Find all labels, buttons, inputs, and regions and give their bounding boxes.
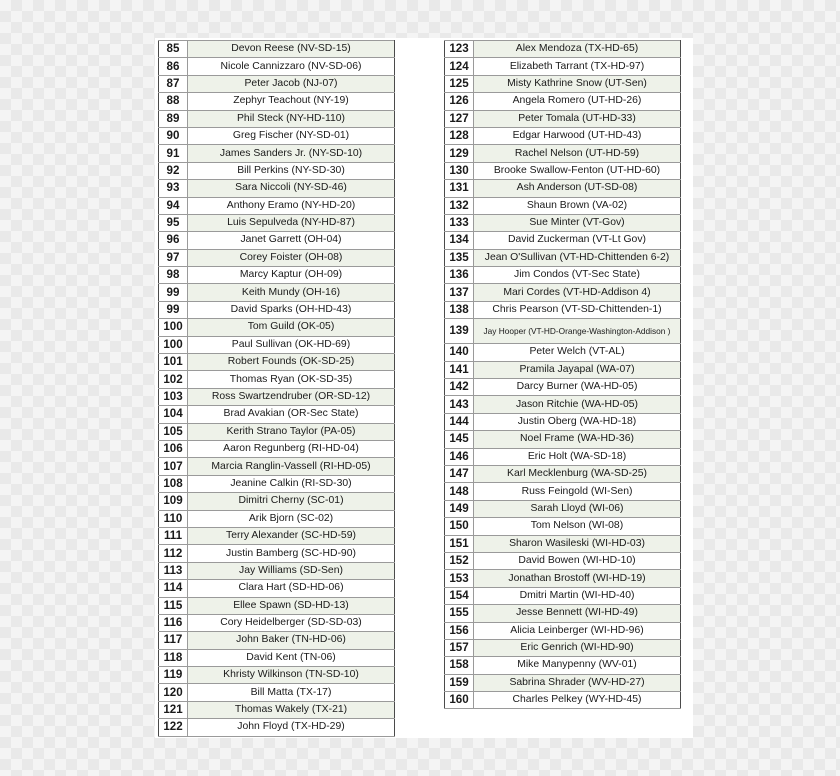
row-number: 112 [159,545,188,562]
candidate-name: John Baker (TN-HD-06) [188,632,395,649]
candidate-name: Jean O'Sullivan (VT-HD-Chittenden 6-2) [474,249,681,266]
candidate-name: Jonathan Brostoff (WI-HD-19) [474,570,681,587]
candidate-name: Thomas Ryan (OK-SD-35) [188,371,395,388]
candidate-name: Cory Heidelberger (SD-SD-03) [188,614,395,631]
candidate-name: Marcia Ranglin-Vassell (RI-HD-05) [188,458,395,475]
row-number: 150 [445,518,474,535]
table-row [445,639,681,656]
candidate-name: Jim Condos (VT-Sec State) [474,267,681,284]
row-number: 126 [445,93,474,110]
row-number: 151 [445,535,474,552]
table-row [445,483,681,500]
table-row [445,110,681,127]
row-number: 96 [159,232,188,249]
row-number: 131 [445,180,474,197]
row-number: 153 [445,570,474,587]
table-row [445,431,681,448]
table-row [445,605,681,622]
candidate-name: Karl Mecklenburg (WA-SD-25) [474,465,681,482]
row-number: 109 [159,493,188,510]
row-number: 160 [445,692,474,709]
candidate-name: Greg Fischer (NY-SD-01) [188,127,395,144]
table-row [159,267,395,284]
table-row [445,319,681,344]
row-number: 85 [159,41,188,58]
candidate-name: Jay Hooper (VT-HD-Orange-Washington-Addison ) [474,319,681,344]
table-row [445,145,681,162]
row-number: 139 [445,319,474,344]
candidate-name: Peter Welch (VT-AL) [474,344,681,361]
table-row [445,570,681,587]
candidate-name: Jason Ritchie (WA-HD-05) [474,396,681,413]
table-row [445,396,681,413]
row-number: 141 [445,361,474,378]
table-row [159,145,395,162]
row-number: 118 [159,649,188,666]
table-row [445,214,681,231]
table-row [159,719,395,736]
table-row [159,580,395,597]
table-row [445,344,681,361]
table-row [445,180,681,197]
candidate-name: Justin Bamberg (SC-HD-90) [188,545,395,562]
candidate-name: Ash Anderson (UT-SD-08) [474,180,681,197]
row-number: 88 [159,93,188,110]
table-row [445,413,681,430]
table-row [445,162,681,179]
table-row [445,587,681,604]
row-number: 132 [445,197,474,214]
candidate-name: Paul Sullivan (OK-HD-69) [188,336,395,353]
table-row [159,458,395,475]
table-row [445,75,681,92]
row-number: 136 [445,267,474,284]
table-row [445,518,681,535]
candidate-name: Sabrina Shrader (WV-HD-27) [474,674,681,691]
candidate-name: Marcy Kaptur (OH-09) [188,267,395,284]
candidate-name: Jeanine Calkin (RI-SD-30) [188,475,395,492]
table-row [159,301,395,318]
row-number: 100 [159,336,188,353]
row-number: 143 [445,396,474,413]
row-number: 110 [159,510,188,527]
row-number: 91 [159,145,188,162]
table-row [159,58,395,75]
candidate-name: Noel Frame (WA-HD-36) [474,431,681,448]
candidate-name: Darcy Burner (WA-HD-05) [474,379,681,396]
table-row [445,267,681,284]
candidate-name: Janet Garrett (OH-04) [188,232,395,249]
candidate-name: Sharon Wasileski (WI-HD-03) [474,535,681,552]
row-number: 104 [159,406,188,423]
row-number: 134 [445,232,474,249]
candidate-name: Bill Matta (TX-17) [188,684,395,701]
candidate-name: Luis Sepulveda (NY-HD-87) [188,214,395,231]
table-row [159,214,395,231]
row-number: 90 [159,127,188,144]
candidate-name: Devon Reese (NV-SD-15) [188,41,395,58]
candidate-name: Chris Pearson (VT-SD-Chittenden-1) [474,301,681,318]
candidate-name: Angela Romero (UT-HD-26) [474,93,681,110]
row-number: 99 [159,284,188,301]
row-number: 154 [445,587,474,604]
candidate-name: John Floyd (TX-HD-29) [188,719,395,736]
table-row [159,197,395,214]
table-row [159,249,395,266]
table-row [159,562,395,579]
candidate-name: Russ Feingold (WI-Sen) [474,483,681,500]
row-number: 89 [159,110,188,127]
row-number: 103 [159,388,188,405]
table-row [159,475,395,492]
row-number: 116 [159,614,188,631]
row-number: 122 [159,719,188,736]
document-page [155,38,693,738]
candidate-name: Khristy Wilkinson (TN-SD-10) [188,667,395,684]
row-number: 140 [445,344,474,361]
row-number: 133 [445,214,474,231]
row-number: 113 [159,562,188,579]
row-number: 114 [159,580,188,597]
table-row [445,93,681,110]
table-row [159,284,395,301]
table-row [445,535,681,552]
candidate-name: Elizabeth Tarrant (TX-HD-97) [474,58,681,75]
table-row [159,632,395,649]
table-row [159,232,395,249]
candidate-name: Ellee Spawn (SD-HD-13) [188,597,395,614]
candidate-name: Tom Nelson (WI-08) [474,518,681,535]
candidate-name: Robert Founds (OK-SD-25) [188,354,395,371]
row-number: 94 [159,197,188,214]
table-row [159,180,395,197]
row-number: 159 [445,674,474,691]
candidate-name: Sara Niccoli (NY-SD-46) [188,180,395,197]
table-row [445,622,681,639]
table-row [159,406,395,423]
row-number: 93 [159,180,188,197]
row-number: 147 [445,465,474,482]
table-row [159,371,395,388]
table-row [445,58,681,75]
candidate-name: David Zuckerman (VT-Lt Gov) [474,232,681,249]
row-number: 128 [445,127,474,144]
row-number: 127 [445,110,474,127]
row-number: 115 [159,597,188,614]
candidate-name: David Bowen (WI-HD-10) [474,552,681,569]
table-row [159,701,395,718]
candidate-name: Justin Oberg (WA-HD-18) [474,413,681,430]
table-row [159,527,395,544]
row-number: 107 [159,458,188,475]
table-row [445,379,681,396]
candidate-name: Corey Foister (OH-08) [188,249,395,266]
row-number: 146 [445,448,474,465]
row-number: 120 [159,684,188,701]
table-row [159,614,395,631]
candidate-name: Nicole Cannizzaro (NV-SD-06) [188,58,395,75]
candidate-name: Kerith Strano Taylor (PA-05) [188,423,395,440]
candidate-name: Pramila Jayapal (WA-07) [474,361,681,378]
table-row [445,127,681,144]
table-row [159,597,395,614]
candidate-name: Jesse Bennett (WI-HD-49) [474,605,681,622]
candidate-name: Terry Alexander (SC-HD-59) [188,527,395,544]
candidate-name: Dimitri Cherny (SC-01) [188,493,395,510]
candidate-name: James Sanders Jr. (NY-SD-10) [188,145,395,162]
candidate-name: Sue Minter (VT-Gov) [474,214,681,231]
candidate-name: Charles Pelkey (WY-HD-45) [474,692,681,709]
candidate-name: Eric Genrich (WI-HD-90) [474,639,681,656]
row-number: 100 [159,319,188,336]
table-row [445,674,681,691]
candidate-name: Arik Bjorn (SC-02) [188,510,395,527]
table-row [159,667,395,684]
table-row [159,440,395,457]
candidate-name: Clara Hart (SD-HD-06) [188,580,395,597]
table-row [159,545,395,562]
row-number: 99 [159,301,188,318]
candidate-name: Edgar Harwood (UT-HD-43) [474,127,681,144]
table-row [445,465,681,482]
candidate-name: Dmitri Martin (WI-HD-40) [474,587,681,604]
row-number: 157 [445,639,474,656]
table-row [159,649,395,666]
table-row [445,284,681,301]
table-row [445,552,681,569]
table-row [159,684,395,701]
row-number: 97 [159,249,188,266]
table-row [159,493,395,510]
row-number: 111 [159,527,188,544]
row-number: 95 [159,214,188,231]
row-number: 98 [159,267,188,284]
candidate-name: Brad Avakian (OR-Sec State) [188,406,395,423]
row-number: 148 [445,483,474,500]
table-row [159,510,395,527]
table-row [445,500,681,517]
table-row [445,692,681,709]
row-number: 156 [445,622,474,639]
candidate-name: Eric Holt (WA-SD-18) [474,448,681,465]
candidate-name: Misty Kathrine Snow (UT-Sen) [474,75,681,92]
candidate-name: Anthony Eramo (NY-HD-20) [188,197,395,214]
candidate-name: Alex Mendoza (TX-HD-65) [474,41,681,58]
candidate-name: Bill Perkins (NY-SD-30) [188,162,395,179]
candidate-name: Mike Manypenny (WV-01) [474,657,681,674]
row-number: 138 [445,301,474,318]
row-number: 125 [445,75,474,92]
row-number: 117 [159,632,188,649]
row-number: 152 [445,552,474,569]
row-number: 130 [445,162,474,179]
table-row [159,162,395,179]
candidate-name: Alicia Leinberger (WI-HD-96) [474,622,681,639]
row-number: 155 [445,605,474,622]
row-number: 129 [445,145,474,162]
row-number: 149 [445,500,474,517]
candidate-name: Rachel Nelson (UT-HD-59) [474,145,681,162]
table-row [159,423,395,440]
candidate-name: Brooke Swallow-Fenton (UT-HD-60) [474,162,681,179]
candidate-name: Peter Tomala (UT-HD-33) [474,110,681,127]
candidate-name: Keith Mundy (OH-16) [188,284,395,301]
table-row [159,319,395,336]
candidate-table-left [158,40,395,737]
table-row [445,657,681,674]
table-row [159,336,395,353]
row-number: 108 [159,475,188,492]
candidate-name: Ross Swartzendruber (OR-SD-12) [188,388,395,405]
row-number: 105 [159,423,188,440]
table-row [159,41,395,58]
row-number: 123 [445,41,474,58]
row-number: 142 [445,379,474,396]
row-number: 119 [159,667,188,684]
row-number: 145 [445,431,474,448]
candidate-name: Tom Guild (OK-05) [188,319,395,336]
candidate-name: David Kent (TN-06) [188,649,395,666]
table-row [445,361,681,378]
row-number: 121 [159,701,188,718]
candidate-name: Shaun Brown (VA-02) [474,197,681,214]
table-row [159,93,395,110]
row-number: 102 [159,371,188,388]
candidate-name: Mari Cordes (VT-HD-Addison 4) [474,284,681,301]
table-row [159,127,395,144]
candidate-name: Zephyr Teachout (NY-19) [188,93,395,110]
row-number: 87 [159,75,188,92]
table-row [159,354,395,371]
candidate-name: Peter Jacob (NJ-07) [188,75,395,92]
table-row [445,448,681,465]
row-number: 106 [159,440,188,457]
table-row [159,388,395,405]
row-number: 158 [445,657,474,674]
table-row [445,197,681,214]
table-row [445,41,681,58]
candidate-table-right [444,40,681,709]
table-row [159,110,395,127]
candidate-name: Thomas Wakely (TX-21) [188,701,395,718]
table-row [159,75,395,92]
table-row [445,249,681,266]
table-row [445,232,681,249]
candidate-name: Sarah Lloyd (WI-06) [474,500,681,517]
row-number: 124 [445,58,474,75]
table-row [445,301,681,318]
candidate-name: Aaron Regunberg (RI-HD-04) [188,440,395,457]
candidate-table-left-body [159,41,395,737]
row-number: 92 [159,162,188,179]
candidate-name: David Sparks (OH-HD-43) [188,301,395,318]
candidate-name: Phil Steck (NY-HD-110) [188,110,395,127]
row-number: 135 [445,249,474,266]
candidate-table-right-body [445,41,681,709]
row-number: 144 [445,413,474,430]
row-number: 86 [159,58,188,75]
candidate-name: Jay Williams (SD-Sen) [188,562,395,579]
row-number: 101 [159,354,188,371]
row-number: 137 [445,284,474,301]
